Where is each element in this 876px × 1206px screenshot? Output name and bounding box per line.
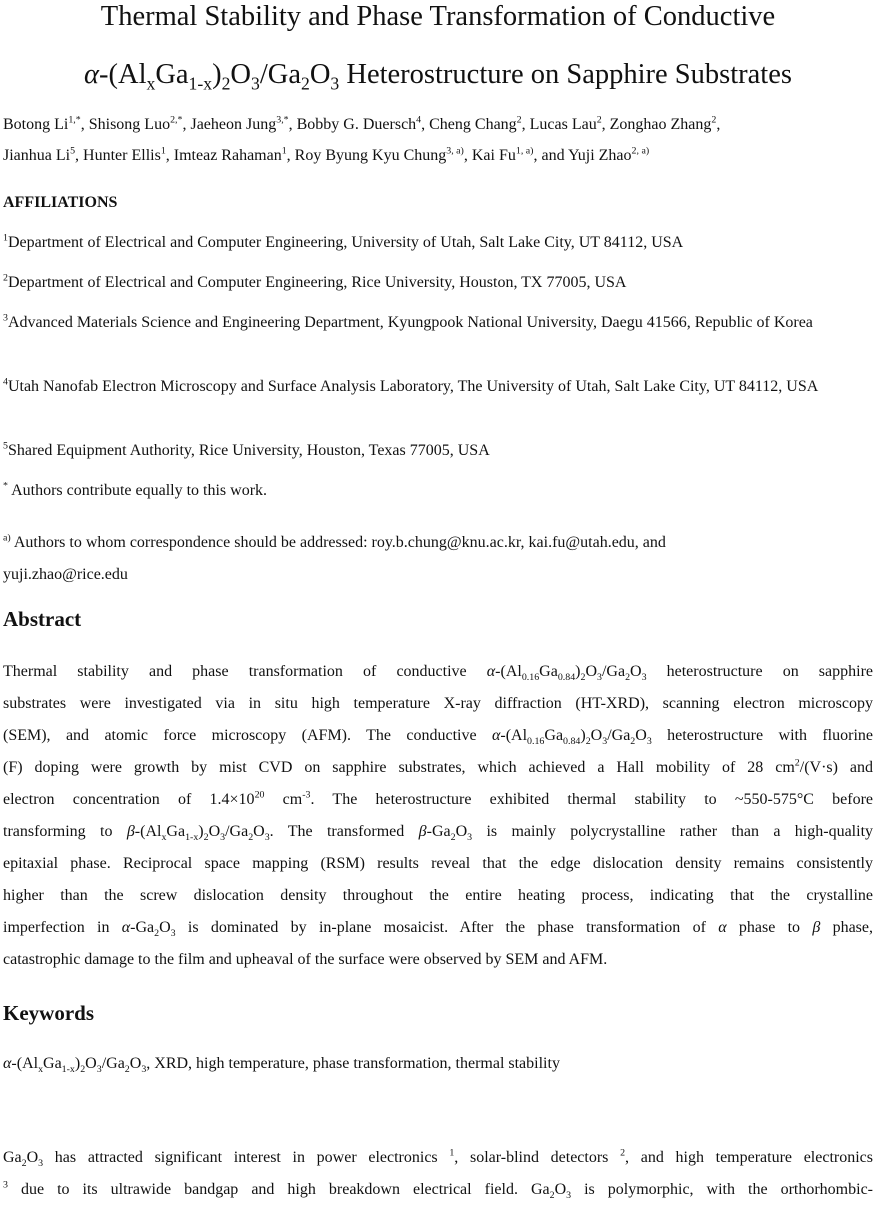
text-frag: Ga [530,1181,550,1198]
author-list-line-2 [3,145,873,167]
title-sub-3: 3 [330,73,340,94]
author-name: Zonghao Zhang [609,116,712,133]
abstract-line [3,656,873,688]
text-frag: /Ga [601,663,626,680]
sub: 2 [549,1190,555,1202]
sub: 2 [21,1158,27,1170]
greek-beta: β [812,919,821,936]
text-frag: phase, [820,919,874,936]
title-frag: Ga [155,59,189,90]
author-name: Bobby G. Duersch [296,116,417,133]
title-frag: /Ga [259,59,301,90]
sub: 2 [80,1064,86,1076]
text-frag: (F) doping were growth by mist CVD on sapphire substrates, which achieved a Hall mobility of 28 cm [3,759,795,776]
sub: 2 [248,832,254,844]
sup: 2 [794,757,800,769]
intro-line [3,1174,873,1206]
sub: 0.16 [521,672,540,684]
citation[interactable]: 2 [620,1147,626,1159]
text-frag: catastrophic damage to the film and upheaval of the surface were observed by SEM and AFM. [3,951,608,968]
sub: 0.16 [527,736,545,748]
text-frag: -(Al [11,1055,39,1072]
author-separator: , [165,147,174,164]
sub: 3 [566,1190,572,1202]
text-frag: . The transformed [269,823,419,840]
abstract-line [3,944,873,976]
text-frag: ) [575,663,581,680]
sub: 3 [602,736,608,748]
affiliation-number: 3 [3,312,8,324]
author-affiliation-mark: 1, a) [515,145,534,157]
text-frag: O [129,1055,142,1072]
author-affiliation-mark: 2 [516,114,522,126]
citation[interactable]: 3 [3,1179,8,1191]
affiliation-number: 5 [3,440,8,452]
text-frag: O [554,1181,567,1198]
text-frag: is dominated by in-plane mosaicist. After the phase transformation of [175,919,719,936]
sub: 3 [264,832,270,844]
title-sub-2: 2 [221,73,231,94]
sub: x [38,1064,44,1076]
text-frag: is polymorphic, with the orthorhombic- [571,1181,873,1198]
abstract-line [3,816,873,848]
affiliation-number: 4 [3,376,8,388]
author-affiliation-mark: 4 [416,114,422,126]
affiliation-text: Shared Equipment Authority, Rice University, Houston, Texas 77005, USA [7,442,490,459]
author-affiliation-mark: 2 [711,114,717,126]
author-name: Botong Li [3,116,69,133]
sub: 1-x [61,1064,75,1076]
text-frag: ) [580,727,586,744]
title-frag: O [230,59,252,90]
text-frag: O [208,823,221,840]
author-affiliation-mark: 2,* [170,114,183,126]
author-affiliation-mark: 3, a) [446,145,464,157]
author-name: Cheng Chang [429,116,517,133]
text-frag: substrates were investigated via in situ high temperature X-ray diffraction (HT-XRD), scanning electron microscopy [3,695,873,712]
text-frag: phase to [726,919,813,936]
affiliation-3 [3,311,823,335]
sub: x [161,832,167,844]
text-frag: imperfection in [3,919,122,936]
text-frag: O [630,663,642,680]
sub: 2 [625,672,631,684]
text-frag: /(V·s) and [799,759,874,776]
note-mark: a) [3,532,11,544]
text-frag: ) [198,823,204,840]
author-affiliation-mark: 2, a) [631,145,650,157]
title-text-1: Thermal Stability and Phase Transformation of Conductive [100,1,776,32]
greek-alpha: α [121,919,131,936]
text-frag: Ga [43,1055,62,1072]
text-frag: /Ga [225,823,249,840]
abstract-line [3,912,873,944]
author-separator: , [182,116,191,133]
author-separator: , [601,116,610,133]
affiliation-number: 1 [3,232,8,244]
text-frag: electron concentration of 1.4×10 [3,791,255,808]
author-name: Jaeheon Jung [190,116,277,133]
correspondence-note [3,527,873,591]
affiliation-2 [3,271,873,295]
author-separator: , [716,116,721,133]
text-frag: due to its ultrawide bandgap and high breakdown electrical field. [7,1181,531,1198]
author-affiliation-mark: 1 [281,145,287,157]
text-frag: is mainly polycrystalline rather than a high-quality [472,823,874,840]
sub: 3 [641,672,647,684]
paper-title-line-2 [0,58,876,92]
affiliation-text: Utah Nanofab Electron Microscopy and Surface Analysis Laboratory, The University of Utah, Salt Lake City, UT 84112, USA [7,378,819,395]
greek-alpha: α [486,663,496,680]
author-separator: , [75,147,84,164]
title-sub-1-x: 1-x [188,73,213,94]
author-name: Imteaz Rahaman [173,147,282,164]
note-text: Authors to whom correspondence should be addressed: roy.b.chung@knu.ac.kr, kai.fu@utah.edu, and [10,534,666,551]
greek-alpha: α [491,727,501,744]
title-frag: Heterostructure on Sapphire Substrates [339,59,792,90]
text-frag: ) [74,1055,81,1072]
text-frag: cm [264,791,303,808]
title-sub-3: 3 [251,73,260,94]
abstract-heading: Abstract [3,607,82,631]
text-frag: . The heterostructure exhibited thermal stability to ~550-575°C before [310,791,874,808]
author-separator: , and [533,147,568,164]
author-list-line-1 [3,114,873,136]
note-text: Authors contribute equally to this work. [7,482,268,499]
abstract-line [3,880,873,912]
affiliation-text: Advanced Materials Science and Engineering Department, Kyungpook National University, Daegu 41566, Republic of Korea [7,314,813,331]
text-frag: O [26,1149,39,1166]
sub: 3 [220,832,226,844]
citation[interactable]: 1 [449,1147,455,1159]
text-frag: higher than the screw dislocation density throughout the entire heating process, indicating that the crystalline [3,887,873,904]
intro-line [3,1142,873,1174]
text-frag: O [159,919,171,936]
title-sub-2: 2 [301,73,310,94]
author-affiliation-mark: 3,* [276,114,289,126]
greek-beta: β [126,823,135,840]
text-frag: O [85,1055,97,1072]
author-name: Lucas Lau [529,116,597,133]
text-frag: O [585,663,597,680]
text-frag: O [253,823,265,840]
sub: 3 [170,928,176,940]
text-frag: epitaxial phase. Reciprocal space mapping (RSM) results reveal that the edge dislocation density remains consistently [3,855,873,872]
text-frag: Ga [3,1149,22,1166]
author-separator: , [288,116,297,133]
sub: 2 [203,832,209,844]
text-frag: , XRD, high temperature, phase transformation, thermal stability [146,1055,560,1072]
text-frag: -Ga [426,823,451,840]
author-name: Roy Byung Kyu Chung [294,147,447,164]
author-separator: , [286,147,295,164]
text-frag: /Ga [101,1055,125,1072]
greek-beta: β [418,823,427,840]
text-frag: heterostructure with fluorine [651,727,873,744]
sub: 3 [141,1064,147,1076]
affiliation-number: 2 [3,272,8,284]
sup: 20 [254,789,265,801]
text-frag: Ga [166,823,186,840]
text-frag: O [455,823,468,840]
author-affiliation-mark: 1,* [68,114,81,126]
sub: 3 [467,832,473,844]
text-frag: -(Al [500,727,528,744]
paper-title-line-1 [0,0,876,34]
title-frag: ) [212,59,222,90]
note-mark: * [3,480,8,492]
abstract-line [3,752,873,784]
greek-alpha: α [718,919,727,936]
sub: 2 [124,1064,130,1076]
author-name: Hunter Ellis [83,147,161,164]
sub: 0.84 [557,672,576,684]
sub: 2 [585,736,591,748]
author-separator: , [463,147,472,164]
sub: 0.84 [563,736,581,748]
text-frag: Ga [539,663,558,680]
sub: 1-x [185,832,199,844]
text-frag: heterostructure on sapphire [646,663,874,680]
affiliation-text: Department of Electrical and Computer Engineering, University of Utah, Salt Lake City, UT 84112, USA [7,234,684,251]
keywords-heading: Keywords [3,1001,94,1025]
sub: 3 [38,1158,44,1170]
correspondence-email[interactable]: yuji.zhao@rice.edu [3,566,128,583]
text-frag: has attracted significant interest in power electronics [43,1149,450,1166]
affiliation-text: Department of Electrical and Computer Engineering, Rice University, Houston, TX 77005, USA [7,274,627,291]
affiliation-5 [3,439,873,463]
abstract-line [3,688,873,720]
author-name: Shisong Luo [88,116,171,133]
title-sub-x: x [146,73,156,94]
text-frag: O [635,727,647,744]
author-name: Kai Fu [471,147,516,164]
equal-contribution-note [3,479,873,503]
text-frag: Ga [544,727,564,744]
affiliations-heading: AFFILIATIONS [3,194,118,211]
text-frag: -(Al [495,663,522,680]
sub: 2 [630,736,636,748]
author-separator: , [421,116,430,133]
title-alpha: α [84,59,99,90]
sup: -3 [302,789,311,801]
abstract-line [3,720,873,752]
text-frag: O [590,727,603,744]
author-separator: , [80,116,89,133]
sub: 2 [154,928,160,940]
sub: 3 [96,1064,102,1076]
author-affiliation-mark: 2 [596,114,602,126]
abstract-line [3,784,873,816]
text-frag: , and high temperature electronics [625,1149,873,1166]
text-frag: transforming to [3,823,127,840]
affiliation-1 [3,231,873,255]
sub: 3 [597,672,602,684]
text-frag: -Ga [130,919,155,936]
text-frag: -(Al [134,823,162,840]
author-name: Yuji Zhao [567,147,632,164]
title-frag: O [309,59,331,90]
text-frag: (SEM), and atomic force microscopy (AFM). The conductive [3,727,492,744]
text-frag: Thermal stability and phase transformation of conductive [3,663,487,680]
author-affiliation-mark: 1 [160,145,166,157]
affiliation-4 [3,375,873,399]
author-name: Jianhua Li [3,147,71,164]
author-affiliation-mark: 5 [70,145,76,157]
title-frag: -(Al [99,59,147,90]
text-frag: /Ga [607,727,631,744]
sub: 2 [580,672,586,684]
keywords-list [3,1048,873,1080]
greek-alpha: α [3,1055,12,1072]
sub: 3 [646,736,652,748]
text-frag: , solar-blind detectors [454,1149,621,1166]
author-separator: , [521,116,530,133]
sub: 2 [450,832,456,844]
abstract-line [3,848,873,880]
